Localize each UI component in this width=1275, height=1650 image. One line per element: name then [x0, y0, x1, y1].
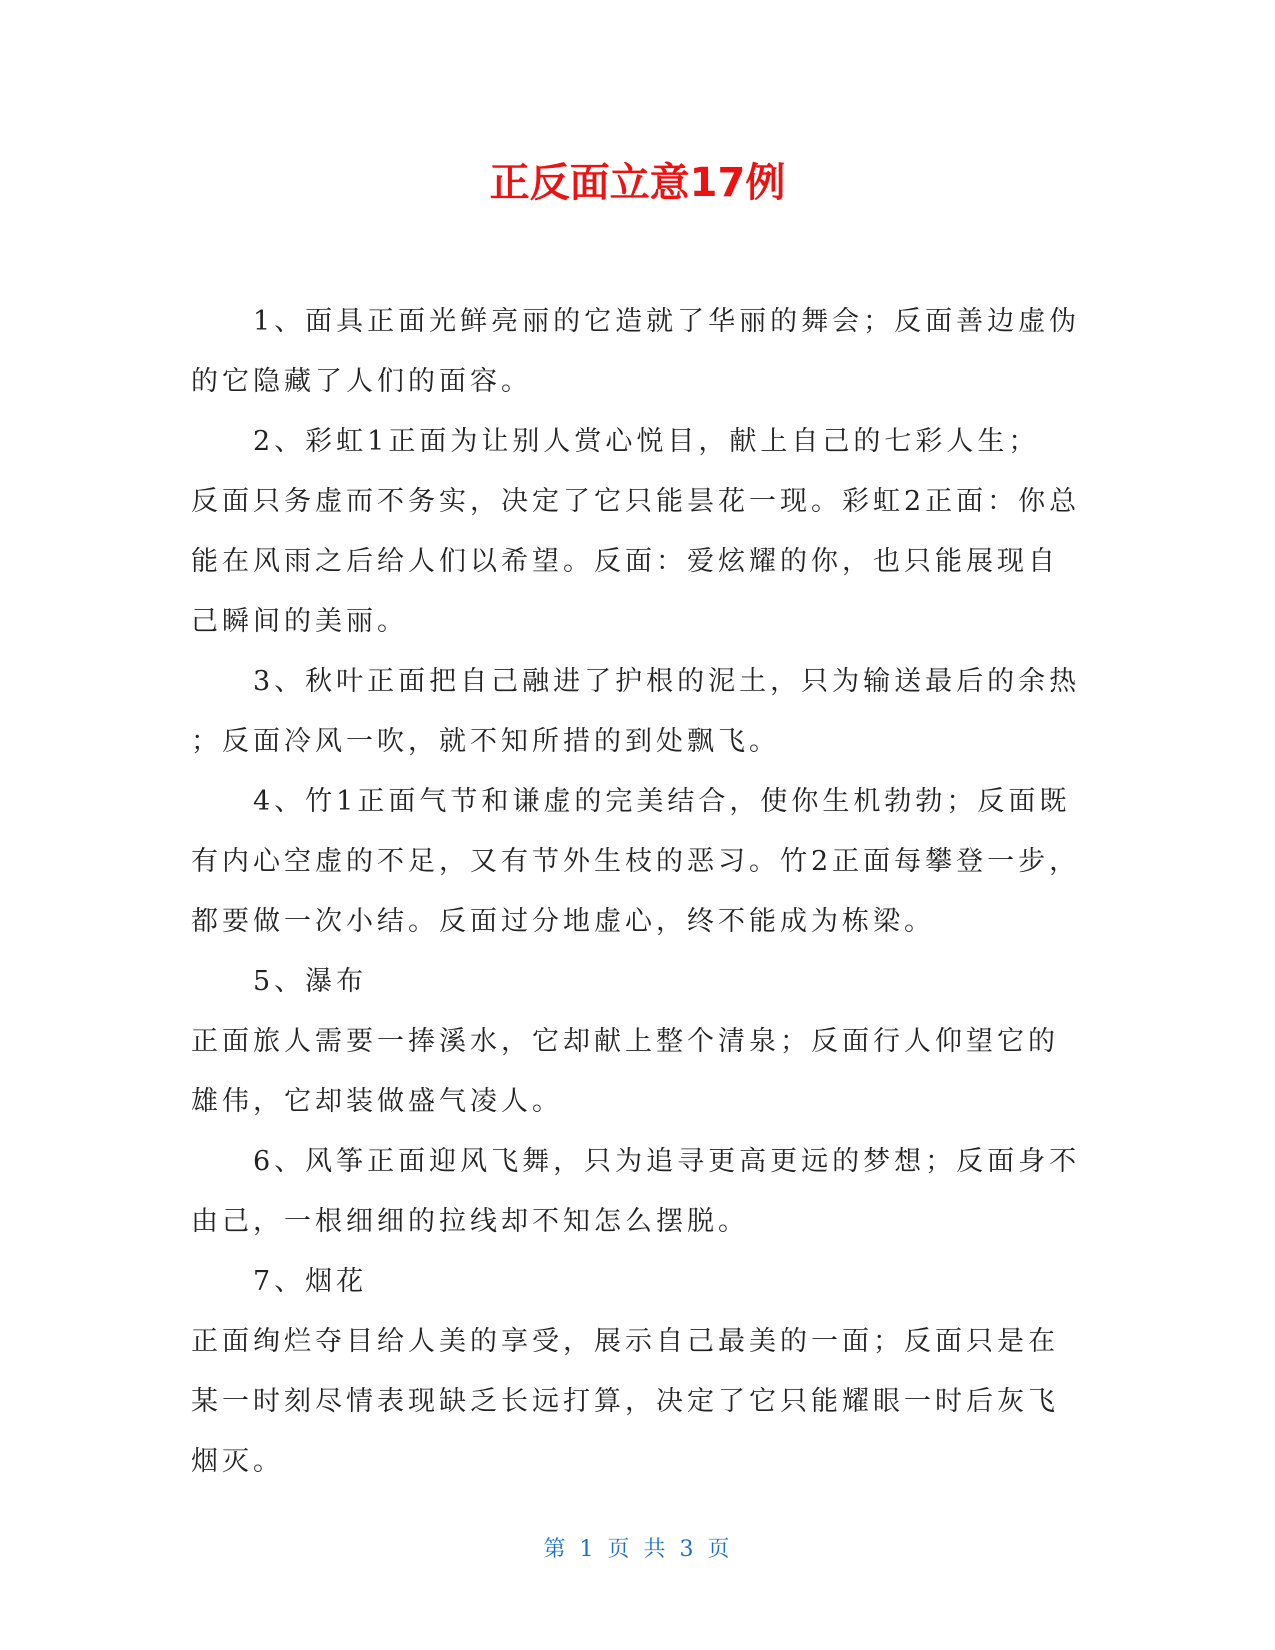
- footer-total-word: 共: [643, 1537, 668, 1562]
- text-line: 1、面具正面光鲜亮丽的它造就了华丽的舞会；反面善边虚伪: [253, 306, 1081, 337]
- text-line: 某一时刻尽情表现缺乏长远打算，决定了它只能耀眼一时后灰飞: [191, 1386, 1059, 1417]
- text-line: 都要做一次小结。反面过分地虚心，终不能成为栋梁。: [191, 906, 935, 937]
- text-line: 雄伟，它却装做盛气凌人。: [191, 1086, 563, 1117]
- text-line: 有内心空虚的不足，又有节外生枝的恶习。竹2正面每攀登一步，: [191, 846, 1081, 877]
- footer-prefix: 第: [543, 1537, 568, 1562]
- footer-suffix: 页: [707, 1537, 732, 1562]
- text-line: 反面只务虚而不务实，决定了它只能昙花一现。彩虹2正面：你总: [191, 486, 1081, 517]
- text-line: 3、秋叶正面把自己融进了护根的泥土，只为输送最后的余热: [253, 666, 1081, 697]
- footer-page-word: 页: [607, 1537, 632, 1562]
- current-page-number: 1: [579, 1537, 596, 1562]
- text-line: 4、竹1正面气节和谦虚的完美结合，使你生机勃勃；反面既: [253, 786, 1071, 817]
- page-title: 正反面立意17例: [489, 160, 786, 206]
- text-line: 正面绚烂夺目给人美的享受，展示自己最美的一面；反面只是在: [191, 1326, 1059, 1357]
- text-line: 6、风筝正面迎风飞舞，只为追寻更高更远的梦想；反面身不: [253, 1146, 1081, 1177]
- total-page-count: 3: [679, 1537, 696, 1562]
- text-line: 的它隐藏了人们的面容。: [191, 366, 532, 397]
- text-line: 己瞬间的美丽。: [191, 606, 408, 637]
- text-line: 2、彩虹1正面为让别人赏心悦目，献上自己的七彩人生；: [253, 426, 1040, 457]
- text-line: 烟灭。: [191, 1446, 284, 1477]
- text-line: ；反面冷风一吹，就不知所措的到处飘飞。: [191, 726, 780, 757]
- text-line: 能在风雨之后给人们以希望。反面：爱炫耀的你，也只能展现自: [191, 546, 1059, 577]
- text-line: 7、烟花: [253, 1266, 368, 1297]
- document-body: [191, 292, 1083, 1492]
- text-line: 正面旅人需要一捧溪水，它却献上整个清泉；反面行人仰望它的: [191, 1026, 1059, 1057]
- page-footer: [0, 1535, 1275, 1565]
- text-line: 由己，一根细细的拉线却不知怎么摆脱。: [191, 1206, 749, 1237]
- text-line: 5、瀑布: [253, 966, 368, 997]
